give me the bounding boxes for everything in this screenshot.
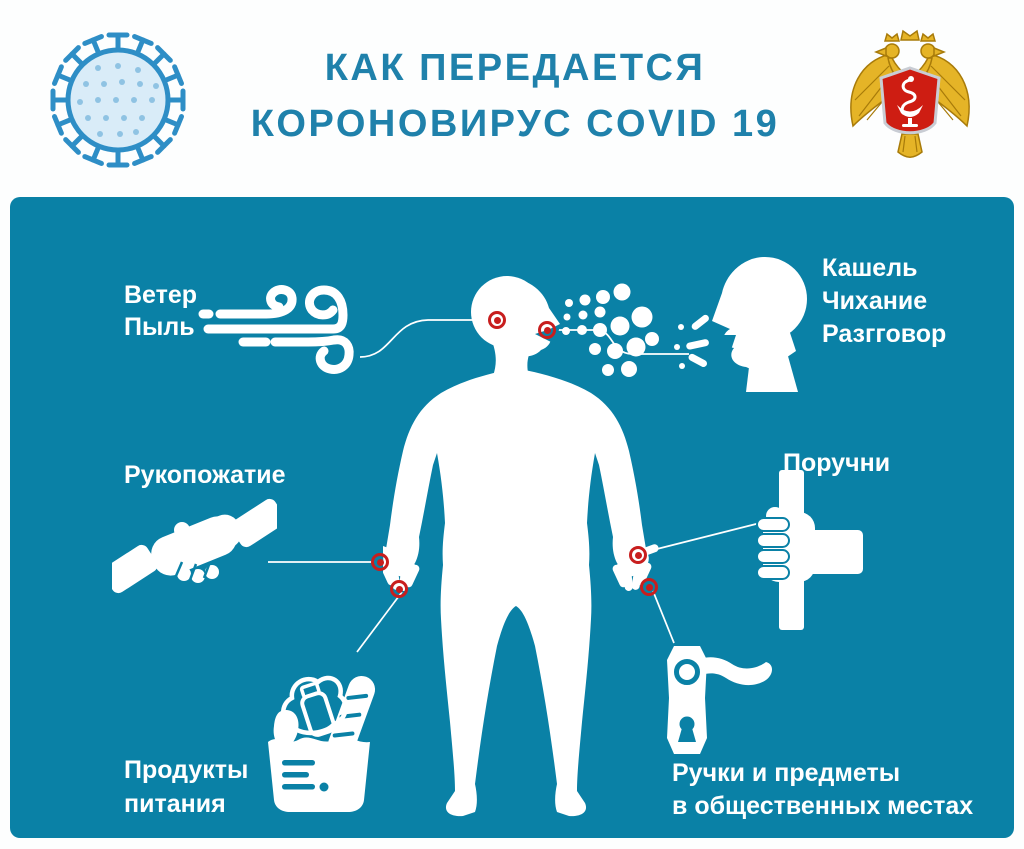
page-title-line1: КАК ПЕРЕДАЕТСЯ <box>324 47 706 89</box>
coughing-head-icon <box>702 247 817 392</box>
handshake-icon <box>112 492 277 607</box>
infection-point-core <box>396 586 403 593</box>
infection-point-left-thumb <box>371 553 389 571</box>
label-cough-line1: Кашель <box>822 254 918 282</box>
label-cough-line3: Разгговор <box>822 320 947 348</box>
human-silhouette <box>383 266 663 826</box>
hand-gripping-rail-icon <box>753 470 868 635</box>
label-handshake: Рукопожатие <box>124 461 286 489</box>
label-food-line1: Продукты <box>124 756 249 784</box>
label-handrails: Поручни <box>783 449 891 477</box>
grocery-bag-icon <box>258 662 380 814</box>
infection-point-right-thumb <box>629 546 647 564</box>
infection-point-core <box>635 552 642 559</box>
label-wind-line1: Ветер <box>124 281 198 309</box>
infection-point-left-fingers <box>390 580 408 598</box>
infection-point-mouth <box>538 321 556 339</box>
label-public-items-line1: Ручки и предметы <box>672 759 901 787</box>
infection-point-core <box>544 327 551 334</box>
infection-point-core <box>646 584 653 591</box>
infection-point-core <box>377 559 384 566</box>
label-food-line2: питания <box>124 790 226 818</box>
page-title-line2: КОРОНОВИРУС COVID 19 <box>250 103 780 145</box>
label-cough-line2: Чихание <box>822 287 928 315</box>
infection-point-eye <box>488 311 506 329</box>
door-handle-icon <box>660 636 790 761</box>
infection-point-right-fingers <box>640 578 658 596</box>
wind-icon <box>196 278 376 383</box>
label-public-items-line2: в общественных местах <box>672 792 974 820</box>
infection-point-core <box>494 317 501 324</box>
label-wind-line2: Пыль <box>124 313 195 341</box>
